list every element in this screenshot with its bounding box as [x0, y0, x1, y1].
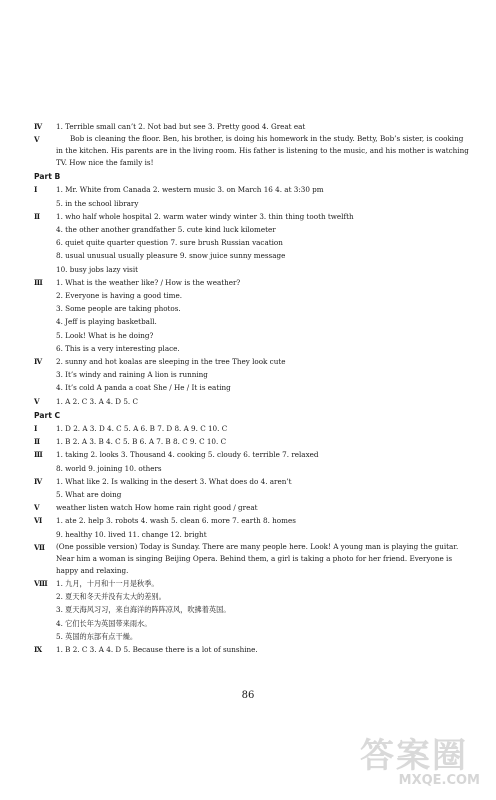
answer-line — [34, 381, 470, 394]
answer-text: 6. This is a very interesting place. — [56, 343, 180, 353]
answer-line — [34, 475, 470, 488]
answer-line — [34, 315, 470, 328]
answer-line — [34, 528, 470, 541]
watermark-logo — [360, 728, 480, 790]
answer-line — [34, 197, 470, 210]
answer-text: 2. Everyone is having a good time. — [56, 291, 183, 301]
answer-line — [34, 183, 470, 196]
answer-line — [34, 276, 470, 289]
question-number: Ⅴ — [34, 135, 40, 145]
watermark-mark: 答案圈 — [360, 736, 468, 776]
answer-text: 5. Look! What is he doing? — [56, 330, 154, 340]
answer-text: 10. busy jobs lazy visit — [56, 264, 139, 274]
answer-line — [34, 342, 470, 355]
question-number: Ⅲ — [34, 450, 43, 460]
question-number: Ⅴ — [34, 503, 40, 513]
answer-text: 4. the other another grandfather 5. cute kind luck kilometer — [56, 225, 276, 235]
answer-text: 5. in the school library — [56, 198, 139, 208]
answer-line — [34, 617, 470, 630]
answer-text: weather listen watch How home rain right good / great — [56, 503, 258, 513]
answer-text: 1. B 2. C 3. A 4. D 5. Because there is a lot of sunshine. — [56, 644, 258, 654]
answer-line — [34, 133, 470, 169]
answer-line — [34, 302, 470, 315]
watermark-site: MXQE.COM — [398, 773, 480, 788]
answer-line — [34, 630, 470, 643]
answer-line — [34, 249, 470, 262]
answer-line — [34, 448, 470, 461]
answer-text: 1. What is the weather like? / How is the weather? — [56, 277, 241, 287]
answer-line — [34, 462, 470, 475]
question-number: Ⅱ — [34, 211, 41, 221]
answer-text: 1. B 2. A 3. B 4. C 5. B 6. A 7. B 8. C 9. C 10. C — [56, 437, 227, 447]
section-heading: Part C — [34, 410, 61, 420]
answer-line — [34, 289, 470, 302]
answer-text: 4. Jeff is playing basketball. — [56, 317, 157, 327]
answer-line — [34, 329, 470, 342]
answer-text: Bob is cleaning the floor. Ben, his brother, is doing his homework in the study. Betty, Bob’s sister, is cooking in the kitchen. His parents are in the living room. His father is listening to the music, and his mother is watching TV. How nice the family is! — [56, 134, 469, 168]
answer-text: 5. 英国的东部有点干燥。 — [56, 631, 138, 641]
question-number: Ⅳ — [34, 122, 43, 131]
answer-line — [34, 488, 470, 501]
answer-text: 3. Some people are taking photos. — [56, 304, 181, 314]
answer-line — [34, 577, 470, 590]
answer-text: 6. quiet quite quarter question 7. sure brush Russian vacation — [56, 238, 283, 248]
answer-text: 5. What are doing — [56, 490, 122, 500]
answer-line — [34, 541, 470, 577]
answer-content — [34, 120, 470, 656]
answer-text: 8. world 9. joining 10. others — [56, 463, 162, 473]
question-number: Ⅱ — [34, 437, 41, 447]
answer-text: 1. ate 2. help 3. robots 4. wash 5. clean 6. more 7. earth 8. homes — [56, 516, 296, 526]
answer-line — [34, 120, 470, 133]
page-number: 86 — [241, 690, 255, 701]
answer-text: 1. who half whole hospital 2. warm water windy winter 3. thin thing tooth twelfth — [56, 211, 354, 221]
section-heading: Part B — [34, 172, 61, 182]
question-number: Ⅳ — [34, 357, 43, 367]
question-number: Ⅳ — [34, 476, 43, 486]
answer-text: (One possible version) Today is Sunday. There are many people here. Look! A young man is playing the guitar. Near him a woman is singing Beijing Opera. Behind them, a girl is taking a photo for her friend. Everyone is happy and relaxing. — [56, 541, 459, 575]
answer-line — [34, 263, 470, 276]
answer-line — [34, 501, 470, 514]
answer-text: 1. taking 2. looks 3. Thousand 4. cooking 5. cloudy 6. terrible 7. relaxed — [56, 450, 319, 460]
answer-line — [34, 223, 470, 236]
question-number: Ⅰ — [34, 185, 38, 195]
answer-line — [34, 435, 470, 448]
answer-text: 3. 夏天海风习习，来自海洋的阵阵凉风，吹拂着英国。 — [56, 605, 231, 615]
answer-text: 8. usual unusual usually pleasure 9. snow juice sunny message — [56, 251, 286, 261]
answer-line — [34, 514, 470, 527]
answer-text: 1. 九月，十月和十一月是秋季。 — [56, 578, 159, 588]
answer-text: 1. D 2. A 3. D 4. C 5. A 6. B 7. D 8. A 9. C 10. C — [56, 424, 228, 434]
answer-line — [34, 368, 470, 381]
answer-text: 2. 夏天和冬天并没有太大的差别。 — [56, 592, 166, 602]
answer-line — [34, 590, 470, 603]
answer-text: 3. It’s windy and raining A lion is running — [56, 370, 208, 380]
question-number: Ⅷ — [34, 578, 48, 588]
answer-text: 4. 它们长年为英国带来雨水。 — [56, 618, 152, 628]
question-number: Ⅲ — [34, 277, 43, 287]
question-number: Ⅵ — [34, 516, 43, 526]
question-number: Ⅴ — [34, 396, 40, 406]
answer-text: 2. sunny and hot koalas are sleeping in the tree They look cute — [56, 357, 286, 367]
answer-line — [34, 210, 470, 223]
answer-text: 1. Mr. White from Canada 2. western music 3. on March 16 4. at 3:30 pm — [56, 185, 324, 195]
answer-text: 1. Terrible small can’t 2. Not bad but see 3. Pretty good 4. Great eat — [56, 122, 306, 131]
answer-text: 1. What like 2. Is walking in the desert 3. What does do 4. aren’t — [56, 476, 292, 486]
answer-text: 1. A 2. C 3. A 4. D 5. C — [56, 396, 138, 406]
question-number: Ⅸ — [34, 644, 43, 654]
answer-text: 9. healthy 10. lived 11. change 12. bright — [56, 529, 207, 539]
question-number: Ⅰ — [34, 424, 38, 434]
answer-line — [34, 236, 470, 249]
answer-line — [34, 422, 470, 435]
answer-line — [34, 643, 470, 656]
answer-line — [34, 603, 470, 616]
answer-line — [34, 395, 470, 408]
question-number: Ⅶ — [34, 542, 45, 552]
answer-line — [34, 355, 470, 368]
answer-text: 4. It’s cold A panda a coat She / He / It is eating — [56, 383, 231, 393]
